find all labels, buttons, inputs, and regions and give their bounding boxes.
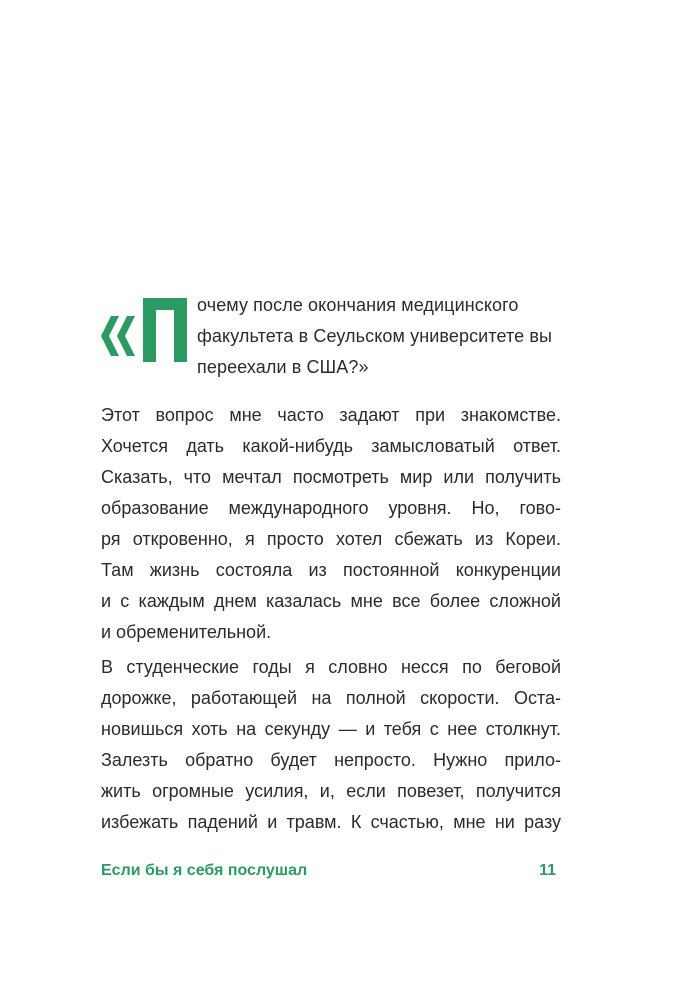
opening-line: переехали в США?» [197, 357, 369, 377]
page-footer [101, 862, 556, 886]
text-line: Сказать, что мечтал посмотреть мир или получить [101, 467, 561, 487]
text-line: и с каждым днем казалась мне все более сложной [101, 591, 561, 611]
paragraph-2 [101, 652, 561, 838]
running-title: Если бы я себя послушал [101, 862, 308, 879]
text-line: новишься хоть на секунду — и тебя с нее столкнут. [101, 719, 561, 739]
text-line: дорожке, работающей на полной скорости. Оста- [101, 688, 561, 708]
paragraph-1 [101, 400, 561, 648]
text-line: Этот вопрос мне часто задают при знакомстве. [101, 405, 561, 425]
opening-question [101, 290, 561, 380]
text-line: жить огромные усилия, и, если повезет, получится [101, 781, 561, 801]
opening-line: факультета в Сеульском университете вы [197, 326, 553, 346]
opening-lines [197, 290, 562, 383]
drop-cap-letter [143, 298, 187, 362]
opening-quote-mark [101, 312, 137, 360]
text-line: образование международного уровня. Но, гово- [101, 498, 561, 518]
text-line: Там жизнь состояла из постоянной конкуренции [101, 560, 561, 580]
text-line: и обременительной. [101, 622, 272, 642]
text-line: В студенческие годы я словно несся по беговой [101, 657, 561, 677]
text-line: Хочется дать какой-нибудь замысловатый ответ. [101, 436, 561, 456]
text-line: избежать падений и травм. К счастью, мне ни разу [101, 812, 561, 832]
opening-line: очему после окончания медицинского [197, 295, 519, 315]
text-line: Залезть обратно будет непросто. Нужно прило- [101, 750, 561, 770]
page-number: 11 [539, 862, 556, 879]
text-line: ря откровенно, я просто хотел сбежать из Кореи. [101, 529, 561, 549]
